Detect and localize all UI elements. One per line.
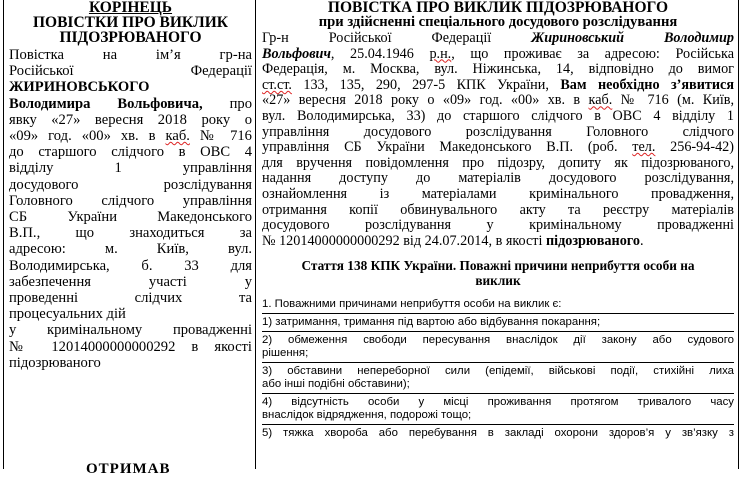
stub-line: досудового розслідування (9, 176, 252, 193)
stub-line: у кримінальному провадженні (9, 322, 252, 339)
stub-line: Головного слідчого управління (9, 192, 252, 209)
article-item-text: 1) затримання, тримання під вартою або відбування покарання; (262, 316, 601, 329)
article-item-text: внаслідок відрядження, подорожі тощо; (262, 409, 472, 422)
stub-column (4, 0, 256, 469)
summons-line: вул. Володимирська, 33) до старшого слідчого в ОВС 4 відділу 1 (262, 107, 734, 124)
summons-line: Вольфович, 25.04.1946 р.н., що проживає за адресою: Російська (262, 45, 735, 62)
article-item-text: 1. Поважними причинами неприбуття особи на виклик є: (262, 298, 562, 311)
stub-line: Володимирська, б. 33 для (9, 257, 252, 274)
stub-line-name: Володимира Вольфовича, про (9, 95, 252, 112)
article-title-line-2: виклик (475, 272, 521, 288)
stub-title-line-2: ПОВІСТКИ ПРО ВИКЛИК (32, 14, 229, 31)
summons-line: отримання копії обвинувального акту та реєстру матеріалів (262, 201, 734, 218)
summons-line: ознайомлення із матеріалами кримінального провадження, (262, 185, 734, 202)
summons-line: надання доступу до матеріалів досудового розслідування, (262, 170, 734, 187)
stub-title-line-1: КОРІНЕЦЬ (88, 0, 173, 16)
article-item-text: 4) відсутність особи у місці проживання протягом тривалого часу (262, 396, 734, 409)
stub-line: № 12014000000000292 в якості (9, 338, 252, 355)
stub-name-bold: Володимира Вольфовича, (9, 95, 203, 112)
article-title-line-1: Стаття 138 КПК України. Поважні причини неприбуття особи на (301, 258, 695, 274)
stub-line: явку «27» вересня 2018 року о (9, 111, 252, 128)
article-item (262, 331, 734, 362)
summons-line: «27» вересня 2018 року о «09» год. «00» хв. в каб. № 716 (м. Київ, (262, 92, 735, 109)
summons-line: Федерація, м. Москва, вул. Ніжинська, 14, відповідно до вимог (262, 61, 734, 78)
article-138-body (262, 296, 734, 442)
stub-line: СБ України Македонського (9, 209, 252, 226)
summons-line: управління досудового розслідування Головного слідчого (262, 123, 734, 140)
summons-document (3, 0, 739, 477)
summons-title: ПОВІСТКА ПРО ВИКЛИК ПІДОЗРЮВАНОГО (327, 0, 669, 16)
article-item-text: 2) обмеження свободи пересування внаслідок дії закону або судового (262, 334, 734, 347)
summons-line: № 12014000000000292 від 24.07.2014, в якості підозрюваного. (262, 232, 644, 249)
article-item (262, 362, 734, 393)
stub-body (9, 47, 252, 371)
summons-column (257, 0, 738, 469)
summons-line: ст.ст. 133, 135, 290, 297-5 КПК України, Вам необхідно з’явитися (262, 76, 734, 93)
stub-line: відділу 1 управління (9, 160, 252, 177)
article-item-text: рішення; (262, 347, 309, 360)
stub-line: процесуальних дій (9, 306, 126, 323)
stub-line: адресою: м. Київ, вул. (9, 241, 252, 258)
article-item (262, 424, 734, 442)
summons-body (262, 31, 734, 249)
stub-line: проведенні слідчих та (9, 290, 252, 307)
stub-line: підозрюваного (9, 354, 101, 371)
stub-line: забезпечення участі у (9, 273, 252, 290)
stub-line: Повістка на ім’я гр-на (9, 47, 252, 63)
article-item-text: 5) тяжка хвороба або перебування в закладі охорони здоров’я у зв’язку з (262, 427, 734, 440)
summons-line: управління СБ України Македонського В.П. (роб. тел. 256-94-42) (262, 139, 734, 156)
summons-subtitle: при здійсненні спеціального досудового розслідування (318, 14, 678, 30)
article-item-text: або інші подібні обставини); (262, 378, 410, 391)
article-item (262, 313, 734, 331)
article-item (262, 296, 734, 313)
article-138-title (262, 259, 734, 288)
stub-received-label: ОТРИМАВ (86, 461, 171, 477)
summons-line: досудового розслідування у кримінальному провадженні (262, 217, 734, 234)
summons-line: для вручення повідомлення про підозру, допиту як підозрюваного, (262, 154, 734, 171)
stub-line: Російської Федерації (9, 63, 252, 80)
stub-line: до старшого слідчого в ОВС 4 (9, 144, 252, 161)
stub-line: «09» год. «00» хв. в каб. № 716 (9, 128, 252, 145)
stub-title-line-3: ПІДОЗРЮВАНОГО (59, 29, 202, 46)
stub-line: В.П., що знаходиться за (9, 225, 252, 242)
article-item (262, 393, 734, 424)
article-item-text: 3) обставини непереборної сили (епідемії, військові події, стихійні лиха (262, 365, 734, 378)
stub-line-surname: ЖИРИНОВСЬКОГО (9, 79, 150, 96)
summons-line: Гр-н Російської Федерації Жириновський Володимир (262, 30, 734, 46)
